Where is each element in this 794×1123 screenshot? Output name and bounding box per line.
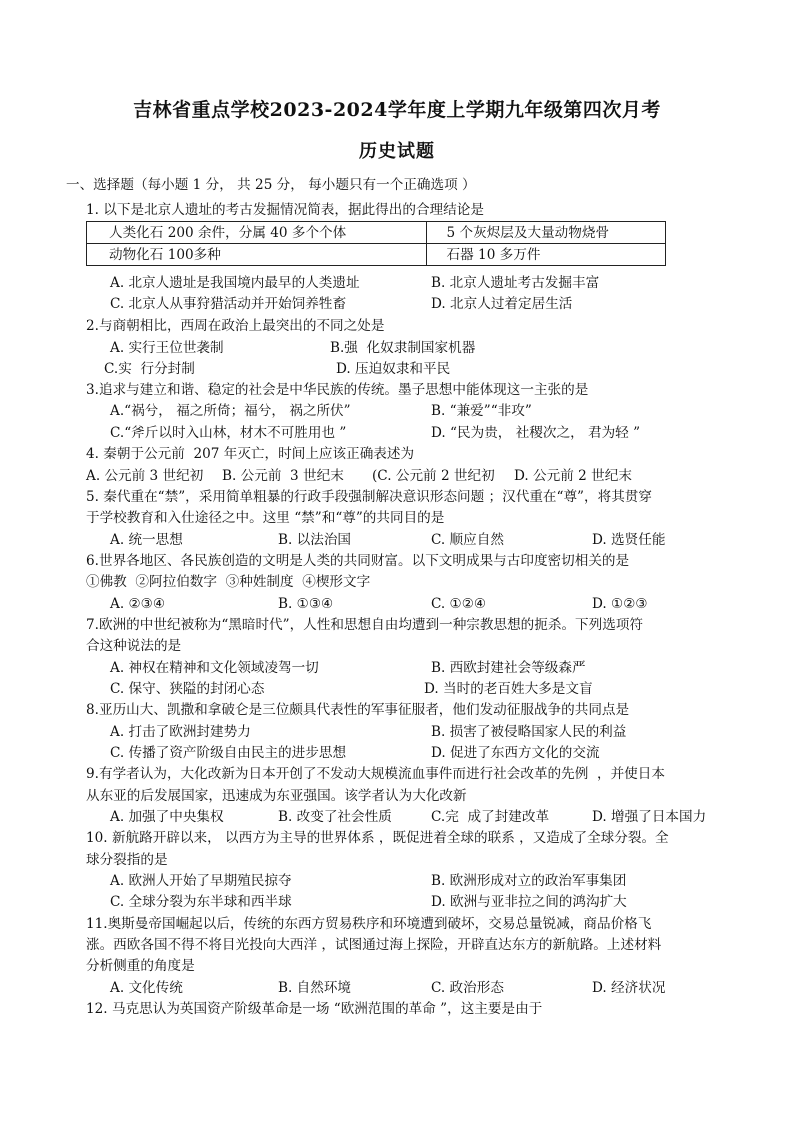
exam-subtitle: 历史试题 [359, 141, 435, 162]
question-7-stem-2: 合这种说法的是 [86, 638, 182, 654]
table-row [87, 222, 666, 244]
q11-option-b: B. 自然环境 [278, 980, 352, 996]
question-12-stem: 12. 马克思认为英国资产阶级革命是一场 “欧洲范围的革命 ”，这主要是由于 [86, 1001, 543, 1017]
q10-option-d: D. 欧洲与亚非拉之间的鸿沟扩大 [431, 894, 627, 910]
q5-option-b: B. 以法治国 [278, 532, 352, 548]
question-10-stem-2: 球分裂指的是 [86, 852, 168, 868]
q4-option-a: A. 公元前 3 世纪初 [86, 468, 204, 484]
q8-option-a: A. 打击了欧洲封建势力 [110, 724, 251, 740]
q6-option-b: B. ①③④ [278, 596, 334, 612]
q7-option-a: A. 神权在精神和文化领域凌驾一切 [110, 660, 319, 676]
q1-option-c: C. 北京人从事狩猎活动并开始饲养牲畜 [110, 296, 347, 312]
q9-option-b: B. 改变了社会性质 [278, 809, 392, 825]
q1-option-d: D. 北京人过着定居生活 [431, 296, 573, 312]
question-1-stem: 1. 以下是北京人遗址的考古发掘情况简表，据此得出的合理结论是 [86, 202, 484, 218]
q5-option-d: D. 选贤任能 [592, 532, 666, 548]
q3-option-d: D. “民为贵， 社稷次之， 君为轻 ” [431, 425, 641, 441]
q7-option-c: C. 保守、狭隘的封闭心态 [110, 681, 265, 697]
q10-option-c: C. 全球分裂为东半球和西半球 [110, 894, 292, 910]
q1-option-a: A. 北京人遗址是我国境内最早的人类遗址 [110, 275, 360, 291]
question-7-stem-1: 7.欧洲的中世纪被称为“黑暗时代”，人性和思想自由均遭到一种宗教思想的扼杀。下列选项符 [86, 617, 644, 633]
q5-option-a: A. 统一思想 [110, 532, 183, 548]
q3-option-c: C.“斧斤以时入山林，材木不可胜用也 ” [110, 425, 347, 441]
fossil-table [86, 221, 666, 266]
question-11-stem-3: 分析侧重的角度是 [86, 958, 195, 974]
q7-option-b: B. 西欧封建社会等级森严 [431, 660, 586, 676]
q8-option-b: B. 损害了被侵略国家人民的利益 [431, 724, 627, 740]
q9-option-d: D. 增强了日本国力 [592, 809, 707, 825]
question-9-stem-2: 从东亚的后发展国家，迅速成为东亚强国。该学者认为大化改新 [86, 788, 467, 804]
q2-option-d: D. 压迫奴隶和平民 [336, 361, 451, 377]
table-cell: 动物化石 100多种 [87, 244, 427, 266]
q2-option-c: C.实 行分封制 [104, 361, 195, 377]
q4-option-c: (C. 公元前 2 世纪初 [372, 468, 495, 484]
question-2-stem: 2.与商朝相比，西周在政治上最突出的不同之处是 [86, 318, 385, 334]
question-9-stem-1: 9.有学者认为，大化改新为日本开创了不发动大规模流血事件而进行社会改革的先例 ，并使日本 [86, 766, 665, 782]
q2-option-a: A. 实行王位世袭制 [110, 340, 224, 356]
q2-option-b: B.强 化奴隶制国家机器 [330, 340, 476, 356]
question-3-stem: 3.追求与建立和谐、稳定的社会是中华民族的传统。墨子思想中能体现这一主张的是 [86, 382, 589, 398]
q1-option-b: B. 北京人遗址考古发掘丰富 [431, 275, 600, 291]
q4-option-d: D. 公元前 2 世纪末 [514, 468, 632, 484]
q3-option-a: A.“祸兮， 福之所倚；福兮， 祸之所伏” [110, 403, 351, 419]
q10-option-b: B. 欧洲形成对立的政治军事集团 [431, 873, 627, 889]
question-10-stem-1: 10. 新航路开辟以来， 以西方为主导的世界体系 ，既促进着全球的联系 ，又造成了全球分裂。全 [86, 830, 669, 846]
question-11-stem-2: 涨。西欧各国不得不将目光投向大西洋 ，试图通过海上探险，开辟直达东方的新航路。上述材料 [86, 937, 662, 953]
q6-option-a: A. ②③④ [110, 596, 166, 612]
question-8-stem: 8.亚历山大、凯撒和拿破仑是三位颇具代表性的军事征服者，他们发动征服战争的共同点是 [86, 702, 630, 718]
q11-option-c: C. 政治形态 [431, 980, 504, 996]
q11-option-a: A. 文化传统 [110, 980, 183, 996]
q4-option-b: B. 公元前 3 世纪末 [222, 468, 344, 484]
question-5-stem-2: 于学校教育和入仕途径之中。这里 “禁”和“尊”的共同目的是 [86, 510, 445, 526]
q6-option-d: D. ①②③ [592, 596, 648, 612]
q3-option-b: B. “兼爱”“非攻” [431, 403, 532, 419]
question-6-items: ①佛教 ②阿拉伯数字 ③种姓制度 ④楔形文字 [86, 574, 371, 590]
q5-option-c: C. 顺应自然 [431, 532, 504, 548]
exam-title: 吉林省重点学校2023-2024学年度上学期九年级第四次月考 [133, 99, 661, 121]
q11-option-d: D. 经济状况 [592, 980, 666, 996]
q9-option-c: C.完 成了封建改革 [431, 809, 550, 825]
table-cell: 5 个灰烬层及大量动物烧骨 [426, 222, 665, 244]
q6-option-c: C. ①②④ [431, 596, 487, 612]
q10-option-a: A. 欧洲人开始了早期殖民掠夺 [110, 873, 292, 889]
table-cell: 人类化石 200 余件，分属 40 多个个体 [87, 222, 427, 244]
q9-option-a: A. 加强了中央集权 [110, 809, 224, 825]
question-5-stem-1: 5. 秦代重在“禁”，采用简单粗暴的行政手段强制解决意识形态问题 ；汉代重在“尊”，将其贯穿 [86, 489, 652, 505]
q8-option-c: C. 传播了资产阶级自由民主的进步思想 [110, 745, 347, 761]
q7-option-d: D. 当时的老百姓大多是文盲 [424, 681, 593, 697]
question-11-stem-1: 11.奥斯曼帝国崛起以后，传统的东西方贸易秩序和环境遭到破坏，交易总量锐减，商品价格飞 [86, 916, 652, 932]
section-heading: 一、选择题（每小题 1 分， 共 25 分， 每小题只有一个正确选项 ） [66, 177, 476, 193]
q8-option-d: D. 促进了东西方文化的交流 [431, 745, 600, 761]
question-6-stem: 6.世界各地区、各民族创造的文明是人类的共同财富。以下文明成果与古印度密切相关的是 [86, 553, 630, 569]
table-cell: 石器 10 多万件 [426, 244, 665, 266]
table-row [87, 244, 666, 266]
question-4-stem: 4. 秦朝于公元前 207 年灭亡，时间上应该正确表述为 [86, 446, 415, 462]
